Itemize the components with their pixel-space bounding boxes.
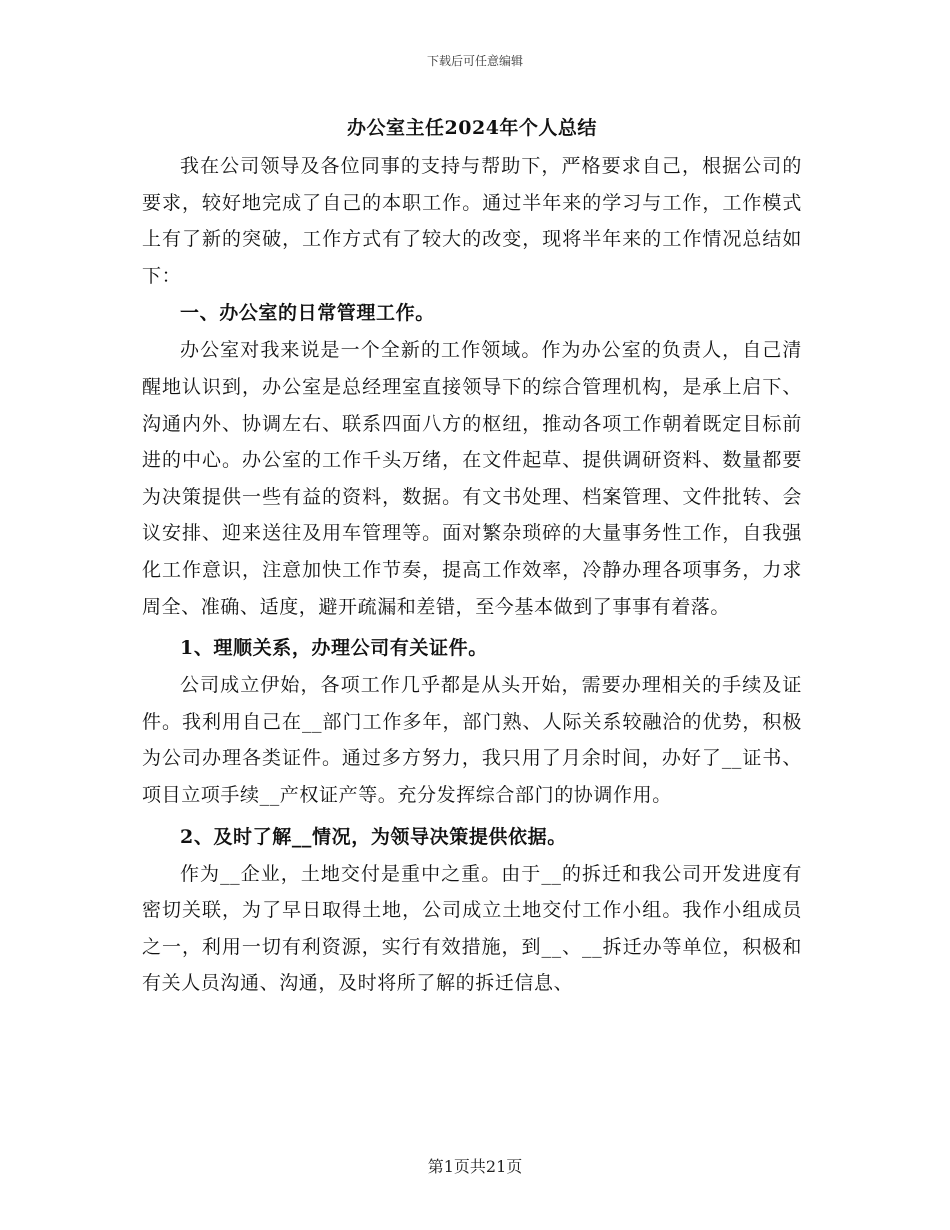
page-header-note: 下载后可任意编辑 bbox=[426, 54, 523, 68]
section-1-paragraph: 办公室对我来说是一个全新的工作领域。作为办公室的负责人，自己清醒地认识到，办公室是总经理室直接领导下的综合管理机构，是承上启下、沟通内外、协调左右、联系四面八方的枢纽，推动各项工作朝着既定目标前进的中心。办公室的工作千头万绪，在文件起草、提供调研资料、数量都要为决策提供一些有益的资料，数据。有文书处理、档案管理、文件批转、会议安排、迎来送往及用车管理等。面对繁杂琐碎的大量事务性工作，自我强化工作意识，注意加快工作节奏，提高工作效率，冷静办理各项事务，力求周全、准确、适度，避开疏漏和差错，至今基本做到了事事有着落。 bbox=[142, 339, 802, 618]
item-heading-2: 2、及时了解__情况，为领导决策提供依据。 bbox=[180, 825, 567, 848]
item-1-paragraph: 公司成立伊始，各项工作几乎都是从头开始，需要办理相关的手续及证件。我利用自己在__部门工作多年，部门熟、人际关系较融洽的优势，积极为公司办理各类证件。通过多方努力，我只用了月余时间，办好了__证书、项目立项手续__产权证产等。充分发挥综合部门的协调作用。 bbox=[142, 674, 802, 806]
document-title: 办公室主任2024年个人总结 bbox=[347, 117, 597, 139]
section-heading-1: 一、办公室的日常管理工作。 bbox=[180, 302, 435, 325]
intro-paragraph: 我在公司领导及各位同事的支持与帮助下，严格要求自己，根据公司的要求，较好地完成了自己的本职工作。通过半年来的学习与工作，工作模式上有了新的突破，工作方式有了较大的改变，现将半年来的工作情况总结如下： bbox=[142, 155, 802, 287]
item-2-paragraph: 作为__企业，土地交付是重中之重。由于__的拆迁和我公司开发进度有密切关联，为了早日取得土地，公司成立土地交付工作小组。我作小组成员之一，利用一切有利资源，实行有效措施，到__、__拆迁办等单位，积极和有关人员沟通、沟通，及时将所了解的拆迁信息、 bbox=[142, 862, 802, 995]
document-body bbox=[142, 112, 802, 1002]
page-number: 第1页共21页 bbox=[427, 1157, 523, 1176]
item-heading-1: 1、理顺关系，办理公司有关证件。 bbox=[180, 637, 488, 660]
